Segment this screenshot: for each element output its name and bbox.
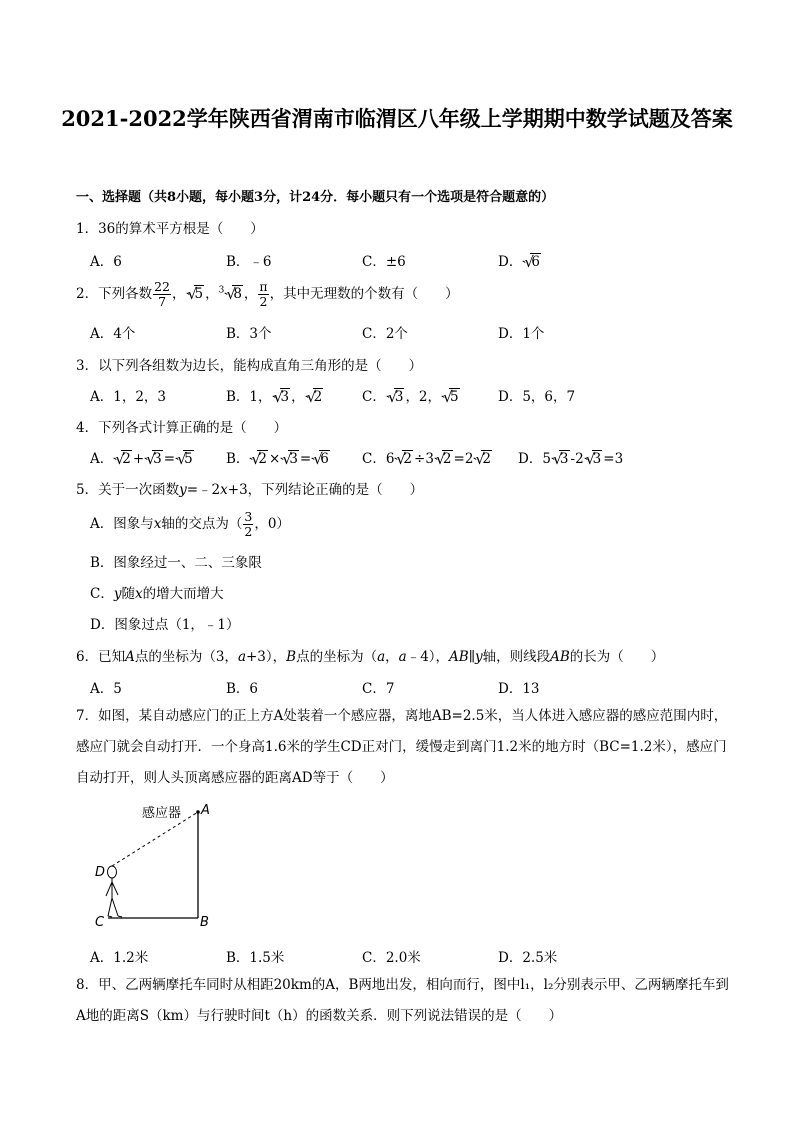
sensor-door-diagram xyxy=(88,800,228,930)
question-2-stem: 2．下列各数 $\frac{22}{7}$ ， √ 5 ，$^3$ √ 8 ， $\frac{\pi}{2}$ ，其中无理数的个数有（ ） xyxy=(76,279,459,309)
option-b: B．6 xyxy=(226,681,259,697)
option-a: A．6 xyxy=(90,254,122,270)
option-d: D．13 xyxy=(498,681,540,697)
question-6-stem: 6．已知A点的坐标为（3，a+3），B点的坐标为（a，a﹣4），AB∥y轴，则线段AB的长为（ ） xyxy=(76,649,665,665)
question-3-stem: 3．以下列各组数为边长，能构成直角三角形的是（ ） xyxy=(76,358,423,374)
option-b: B．﹣6 xyxy=(226,254,272,270)
fraction: $\frac{22}{7}$ xyxy=(154,279,170,309)
option-d: D．2.5米 xyxy=(498,950,558,966)
label-d: D xyxy=(95,865,106,880)
option-b: B．1， √ 3 ， √ 2 xyxy=(226,388,323,406)
question-5-option-c: C．y随x的增大而增大 xyxy=(90,586,224,602)
option-c: C．7 xyxy=(362,681,395,697)
option-d: D．5，6，7 xyxy=(498,389,576,405)
option-b: B．1.5米 xyxy=(226,950,285,966)
label-c: C xyxy=(95,915,105,930)
question-5-option-d: D．图象过点（1，﹣1） xyxy=(90,617,240,633)
option-d: D． √ 6 xyxy=(498,253,540,271)
question-4-stem: 4．下列各式计算正确的是（ ） xyxy=(76,420,288,436)
question-5-stem: 5．关于一次函数y=﹣2x+3，下列结论正确的是（ ） xyxy=(76,482,424,498)
option-a: A．4个 xyxy=(90,326,136,342)
question-1-stem: 1．36的算术平方根是（ ） xyxy=(76,221,264,237)
option-a: A．1.2米 xyxy=(90,950,149,966)
pi-fraction: $\frac{\pi}{2}$ xyxy=(259,279,268,309)
question-7-stem: 7．如图，某自动感应门的正上方A处装着一个感应器，离地AB=2.5米，当人体进入感应器的感应范围内时，感应门就会自动打开．一个身高1.6米的学生CD正对门，缓慢走到离门1.2米的地方时（BC=1.2米），感应门自动打开，则人头顶离感应器的距离AD等于（ ） xyxy=(76,708,728,786)
question-8-stem: 8．甲、乙两辆摩托车同时从相距20km的A，B两地出发，相向而行，图中l₁，l₂分别表示甲、乙两辆摩托车到A地的距离S（km）与行驶时间t（h）的函数关系．则下列说法错误的是（ ） xyxy=(76,977,729,1024)
diagram-svg xyxy=(88,800,228,930)
label-a: A xyxy=(201,803,210,818)
option-a: A．5 xyxy=(90,681,122,697)
option-d: D．1个 xyxy=(498,326,545,342)
sensor-label: 感应器 xyxy=(142,806,182,821)
option-a: A．1，2，3 xyxy=(90,389,167,405)
option-c: C．2.0米 xyxy=(362,950,421,966)
person-icon xyxy=(106,866,122,917)
option-b: B． √ 2 × √ 3 = √ 6 xyxy=(226,450,329,468)
question-5-option-a: A．图象与x轴的交点为（ $\frac{3}{2}$ ，0） xyxy=(90,509,290,539)
question-5-option-b: B．图象经过一、二、三象限 xyxy=(90,555,262,571)
option-c: C．±6 xyxy=(362,254,406,270)
option-c: C．6 √ 2 ÷3 √ 2 =2 √ 2 xyxy=(362,450,492,468)
option-a: A． √ 2 + √ 3 = √ 5 xyxy=(90,450,193,468)
option-d: D．5 √ 3 -2 √ 3 =3 xyxy=(518,450,624,468)
option-b: B．3个 xyxy=(226,326,272,342)
option-c: C．2个 xyxy=(362,326,408,342)
section-heading: 一、选择题（共8小题，每小题3分，计24分．每小题只有一个选项是符合题意的） xyxy=(76,190,555,205)
option-c: C． √ 3 ，2， √ 5 xyxy=(362,388,459,406)
page-title: 2021-2022学年陕西省渭南市临渭区八年级上学期期中数学试题及答案 xyxy=(61,106,733,131)
label-b: B xyxy=(200,915,209,930)
